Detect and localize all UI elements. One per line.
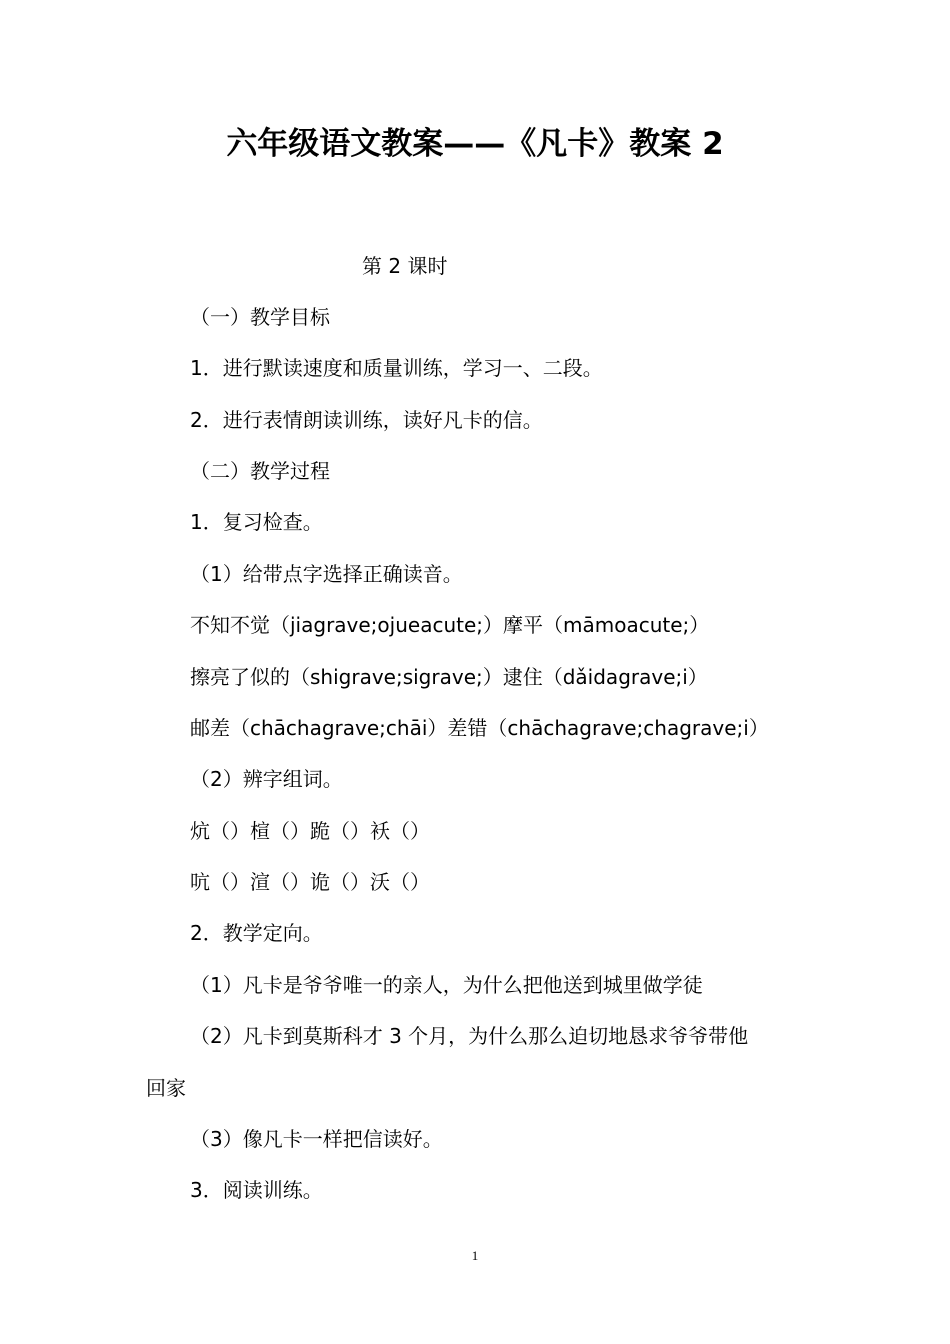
pronunciation-line-1: 不知不觉（jiagrave;ojueacute;）摩平（māmoacute;） — [190, 613, 710, 637]
word-building-line-1: 炕（）楦（）跪（）袄（） — [190, 819, 430, 843]
goal-item-1: 1．进行默读速度和质量训练，学习一、二段。 — [190, 356, 603, 380]
question-1: （1）凡卡是爷爷唯一的亲人，为什么把他送到城里做学徒 — [190, 973, 703, 997]
page-number: 1 — [471, 1248, 479, 1263]
question-2-continued: 回家 — [146, 1076, 186, 1100]
process-step-3: 3．阅读训练。 — [190, 1178, 323, 1202]
section-heading-process: （二）教学过程 — [190, 459, 330, 483]
process-step-2: 2．教学定向。 — [190, 921, 323, 945]
goal-item-2: 2．进行表情朗读训练，读好凡卡的信。 — [190, 408, 543, 432]
exercise-word-building: （2）辨字组词。 — [190, 767, 343, 791]
question-2: （2）凡卡到莫斯科才 3 个月，为什么那么迫切地恳求爷爷带他 — [190, 1024, 749, 1048]
process-step-1: 1．复习检查。 — [190, 510, 323, 534]
word-building-line-2: 吭（）渲（）诡（）沃（） — [190, 870, 430, 894]
exercise-pronunciation: （1）给带点字选择正确读音。 — [190, 562, 463, 586]
document-title: 六年级语文教案——《凡卡》教案 2 — [226, 126, 724, 162]
pronunciation-line-3: 邮差（chāchagrave;chāi）差错（chāchagrave;chagrave;i） — [190, 716, 769, 740]
lesson-heading: 第 2 课时 — [362, 254, 448, 278]
pronunciation-line-2: 擦亮了似的（shigrave;sigrave;）逮住（dǎidagrave;i） — [190, 665, 708, 689]
section-heading-goals: （一）教学目标 — [190, 305, 330, 329]
question-3: （3）像凡卡一样把信读好。 — [190, 1127, 443, 1151]
